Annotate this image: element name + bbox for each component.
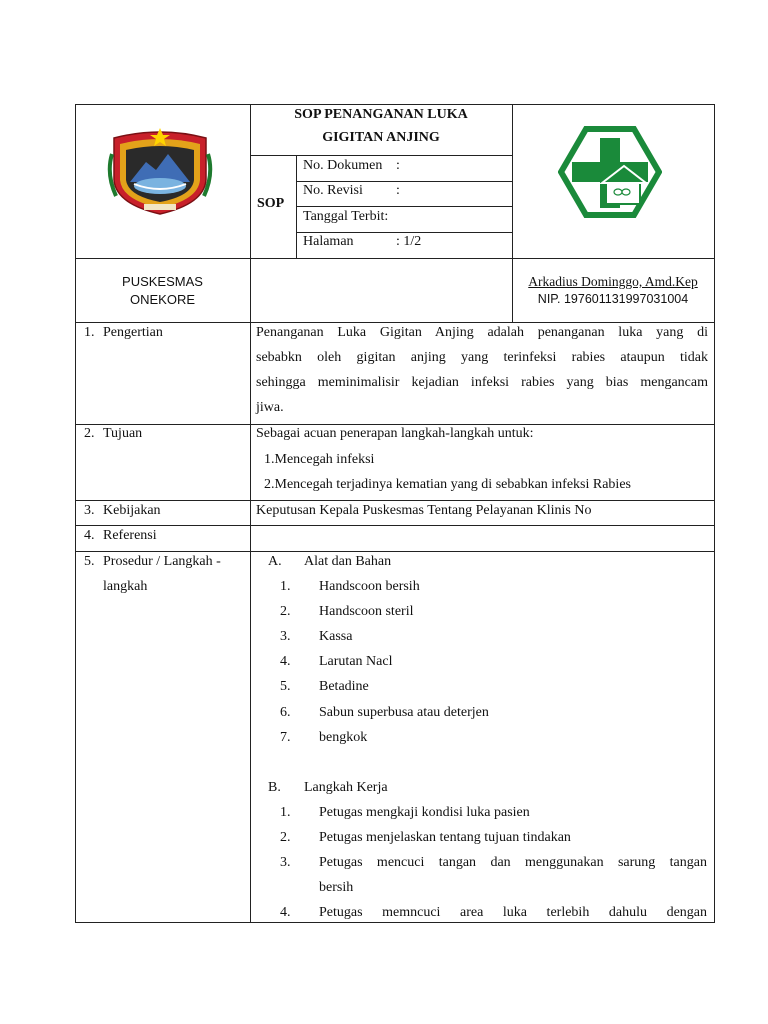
field-no-revisi-value: :: [396, 183, 400, 198]
section-5-number: 5.: [84, 554, 95, 569]
langkah-item-4-number: 4.: [280, 905, 291, 920]
kebijakan-text: Keputusan Kepala Puskesmas Tentang Pelayanan Klinis No: [256, 503, 592, 518]
langkah-item-4-text: Petugas memncuci area luka terlebih dahulu dengan: [319, 905, 707, 920]
langkah-item-1-text: Petugas mengkaji kondisi luka pasien: [319, 805, 530, 820]
langkah-item-3-number: 3.: [280, 855, 291, 870]
langkah-item-3-text-line-2: bersih: [319, 880, 354, 895]
alat-item-2-text: Handscoon steril: [319, 604, 414, 619]
table-border-left: [75, 104, 76, 923]
alat-item-6-number: 6.: [280, 705, 291, 720]
tujuan-intro: Sebagai acuan penerapan langkah-langkah untuk:: [256, 426, 534, 441]
alat-item-4-number: 4.: [280, 654, 291, 669]
section-2-label: Tujuan: [103, 426, 143, 441]
alat-item-5-text: Betadine: [319, 679, 369, 694]
puskesmas-logo-icon: [558, 126, 662, 218]
org-row-bottom-line: [75, 322, 715, 323]
alat-item-1-number: 1.: [280, 579, 291, 594]
alat-item-3-text: Kassa: [319, 629, 353, 644]
alat-item-2-number: 2.: [280, 604, 291, 619]
langkah-item-3-text-line-1: Petugas mencuci tangan dan menggunakan sarung tangan: [319, 855, 707, 870]
regional-emblem-icon: [106, 124, 214, 216]
section-1-number: 1.: [84, 325, 95, 340]
section-5-label-line-1: Prosedur / Langkah -: [103, 554, 221, 569]
part-b-letter: B.: [268, 780, 281, 795]
table-border-bottom: [75, 922, 715, 923]
field-halaman-label: Halaman: [303, 234, 354, 249]
sop-column-divider: [296, 155, 297, 259]
field-halaman-value: : 1/2: [396, 234, 422, 249]
alat-item-1-text: Handscoon bersih: [319, 579, 420, 594]
tujuan-bottom-line: [75, 500, 715, 501]
section-2-number: 2.: [84, 426, 95, 441]
document-title-line-1: SOP PENANGANAN LUKA: [294, 107, 468, 122]
langkah-item-2-text: Petugas menjelaskan tentang tujuan tindakan: [319, 830, 571, 845]
section-3-number: 3.: [84, 503, 95, 518]
part-b-title: Langkah Kerja: [304, 780, 388, 795]
column-divider-logo-right: [512, 104, 513, 259]
alat-item-7-text: bengkok: [319, 730, 368, 745]
tujuan-item-2: 2.Mencegah terjadinya kematian yang di sebabkan infeksi Rabies: [264, 477, 631, 492]
section-4-label: Referensi: [103, 528, 157, 543]
org-name-line-1: PUSKESMAS: [122, 274, 203, 289]
table-border-right: [714, 104, 715, 923]
alat-item-6-text: Sabun superbusa atau deterjen: [319, 705, 489, 720]
section-4-number: 4.: [84, 528, 95, 543]
title-divider: [250, 155, 512, 156]
field-no-dokumen-value: :: [396, 158, 400, 173]
langkah-item-1-number: 1.: [280, 805, 291, 820]
signer-nip: NIP. 197601131997031004: [537, 292, 689, 306]
tujuan-item-1: 1.Mencegah infeksi: [264, 452, 375, 467]
kebijakan-bottom-line: [75, 525, 715, 526]
document-title-line-2: GIGITAN ANJING: [322, 130, 440, 145]
pengertian-line-4: jiwa.: [256, 400, 284, 415]
org-name-line-2: ONEKORE: [129, 292, 195, 307]
alat-item-3-number: 3.: [280, 629, 291, 644]
pengertian-line-2: sebabkn oleh gigitan anjing yang terinfeksi rabies ataupun tidak: [256, 350, 708, 365]
header-bottom-line: [75, 258, 715, 259]
langkah-item-2-number: 2.: [280, 830, 291, 845]
pengertian-line-1: Penanganan Luka Gigitan Anjing adalah penanganan luka yang di: [256, 325, 708, 340]
alat-item-7-number: 7.: [280, 730, 291, 745]
field-no-revisi-label: No. Revisi: [303, 183, 363, 198]
table-border-top: [75, 104, 715, 105]
alat-item-5-number: 5.: [280, 679, 291, 694]
alat-item-4-text: Larutan Nacl: [319, 654, 393, 669]
field-divider-2: [296, 206, 512, 207]
pengertian-line-3: sehingga meminimalisir kejadian infeksi rabies yang bias mengancam: [256, 375, 708, 390]
sop-label: SOP: [257, 196, 285, 211]
field-no-dokumen-label: No. Dokumen: [303, 158, 383, 173]
section-5-label-line-2: langkah: [103, 579, 148, 594]
part-a-title: Alat dan Bahan: [304, 554, 392, 569]
section-3-label: Kebijakan: [103, 503, 161, 518]
part-a-letter: A.: [268, 554, 282, 569]
section-1-label: Pengertian: [103, 325, 163, 340]
column-divider-main: [250, 104, 251, 923]
field-tanggal-terbit-label: Tanggal Terbit:: [303, 209, 389, 224]
referensi-bottom-line: [75, 551, 715, 552]
signer-name: Arkadius Dominggo, Amd.Kep: [528, 274, 698, 289]
